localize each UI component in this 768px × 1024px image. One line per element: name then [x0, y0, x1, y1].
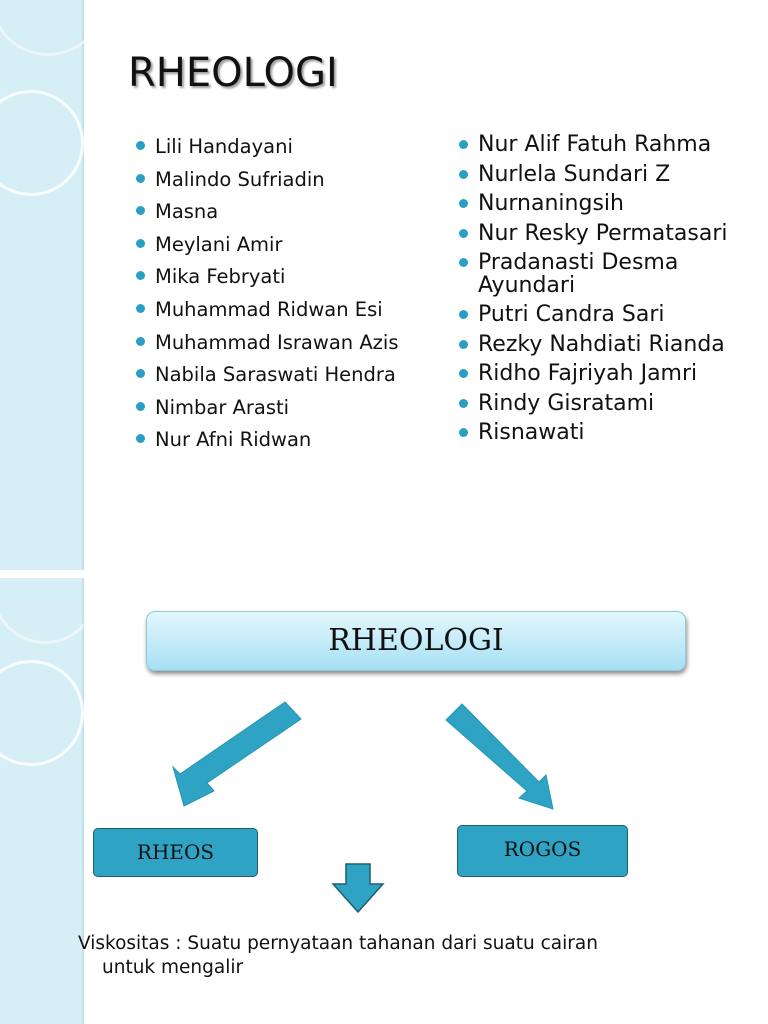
page-title: RHEOLOGI	[128, 50, 338, 96]
definition-caption	[78, 932, 738, 980]
bullet-icon	[136, 369, 145, 378]
list-item-label: Muhammad Ridwan Esi	[155, 297, 383, 321]
decorative-side-strip-bottom	[0, 578, 84, 1024]
bullet-icon	[459, 258, 468, 267]
member-list-right	[456, 134, 756, 452]
bullet-icon	[136, 206, 145, 215]
bullet-icon	[459, 399, 468, 408]
list-item	[456, 134, 756, 157]
decorative-ring-icon	[0, 0, 84, 56]
list-item	[133, 199, 433, 224]
list-item	[133, 395, 433, 420]
list-item-label: Meylani Amir	[155, 232, 283, 256]
bullet-icon	[136, 402, 145, 411]
bullet-icon	[459, 369, 468, 378]
decorative-ring-icon	[0, 578, 84, 644]
caption-line-1: Viskositas : Suatu pernyataan tahanan dari suatu cairan	[78, 933, 598, 954]
decorative-side-strip-top	[0, 0, 84, 570]
decorative-ring-icon	[0, 90, 84, 196]
diagram-node-rogos	[457, 825, 628, 877]
diagram-node-rheos	[93, 828, 258, 877]
list-item	[133, 264, 433, 289]
strip-edge	[82, 0, 84, 570]
bullet-icon	[459, 310, 468, 319]
member-list-left	[133, 134, 433, 460]
bullet-icon	[459, 340, 468, 349]
caption-line-2: untuk mengalir	[102, 957, 244, 978]
list-item-label: Nur Alif Fatuh Rahma	[478, 132, 712, 157]
list-item-label: Lili Handayani	[155, 135, 293, 158]
list-item	[456, 422, 756, 445]
list-item	[133, 232, 433, 257]
bullet-icon	[136, 141, 145, 150]
list-item-label: Nurlela Sundari Z	[478, 161, 671, 187]
list-item-label: Nur Resky Permatasari	[478, 220, 728, 246]
bullet-icon	[459, 170, 468, 179]
list-item-label: Masna	[155, 200, 219, 224]
list-item-label: Nur Afni Ridwan	[155, 428, 312, 452]
list-item	[133, 134, 433, 159]
list-item-label: Putri Candra Sari	[478, 302, 665, 327]
list-item-label: Ridho Fajriyah Jamri	[478, 361, 698, 386]
list-item	[456, 161, 756, 187]
bullet-icon	[136, 174, 145, 183]
bullet-icon	[459, 229, 468, 238]
arrow-down-icon	[333, 864, 383, 912]
list-item-label: Rindy Gisratami	[478, 390, 655, 416]
bullet-icon	[136, 434, 145, 443]
bullet-icon	[136, 271, 145, 280]
list-item	[456, 363, 756, 386]
list-item	[133, 297, 433, 322]
list-item	[456, 193, 756, 216]
list-item-label: Risnawati	[478, 420, 585, 445]
list-item-label: Nimbar Arasti	[155, 395, 290, 419]
decorative-ring-icon	[0, 660, 84, 766]
list-item-label: Mika Febryati	[155, 265, 286, 289]
list-item-label: Nurnaningsih	[478, 191, 624, 216]
diagram-node-label: RHEOS	[136, 840, 215, 864]
arrow-down-left-icon	[173, 702, 301, 806]
bullet-icon	[459, 428, 468, 437]
diagram-root-box	[146, 611, 686, 671]
bullet-icon	[136, 304, 145, 313]
list-item	[456, 304, 756, 327]
bullet-icon	[136, 337, 145, 346]
bullet-icon	[136, 239, 145, 248]
list-item-label: Rezky Nahdiati Rianda	[478, 331, 725, 357]
list-item-label: Muhammad Israwan Azis	[155, 330, 399, 354]
list-item	[133, 362, 433, 387]
diagram-root-label: RHEOLOGI	[328, 623, 504, 658]
list-item-label: Malindo Sufriadin	[155, 167, 325, 191]
list-item	[456, 252, 756, 297]
list-item	[456, 331, 756, 357]
list-item	[456, 220, 756, 246]
diagram-node-label: ROGOS	[503, 837, 582, 861]
list-item	[133, 330, 433, 355]
bullet-icon	[459, 199, 468, 208]
list-item-label: Nabila Saraswati Hendra	[155, 363, 396, 387]
bullet-icon	[459, 140, 468, 149]
list-item	[133, 427, 433, 452]
list-item-label: Pradanasti Desma Ayundari	[478, 250, 679, 298]
arrow-down-right-icon	[446, 704, 553, 809]
list-item	[133, 167, 433, 192]
list-item	[456, 390, 756, 416]
